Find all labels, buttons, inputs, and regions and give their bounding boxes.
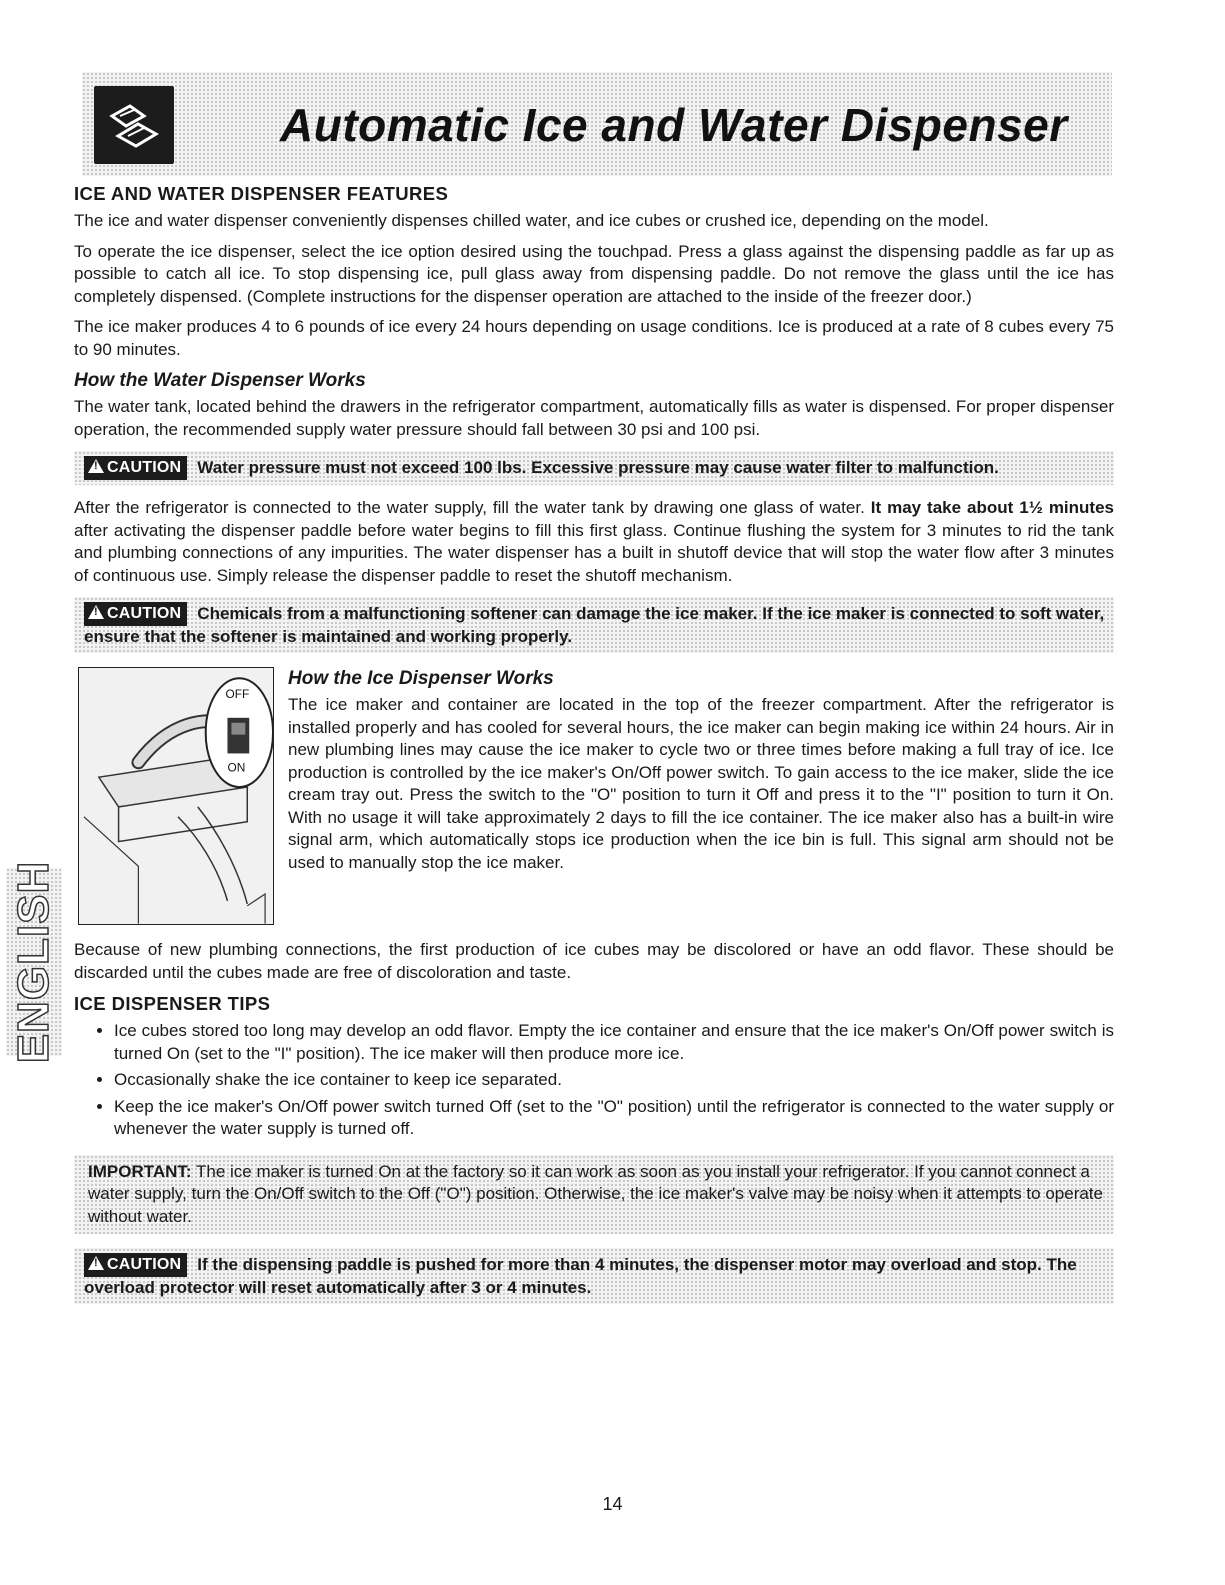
warning-triangle-icon	[88, 459, 104, 473]
caution-box-water-pressure	[74, 451, 1114, 485]
section-heading-features: ICE AND WATER DISPENSER FEATURES	[74, 183, 449, 204]
caution-badge	[84, 456, 187, 480]
warning-triangle-icon	[88, 1256, 104, 1270]
water-dispenser-heading: How the Water Dispenser Works	[74, 370, 366, 391]
ice-paragraph-2: Because of new plumbing connections, the first production of ice cubes may be discolored or have an odd flavor. These should be discarded until the cubes made are free of discoloration and taste.	[74, 940, 1114, 982]
water-paragraph-2	[74, 497, 1114, 587]
features-paragraph-2: To operate the ice dispenser, select the ice option desired using the touchpad. Press a glass against the dispensing paddle as far up as possible to catch all ice. To stop dispensing ice, pull glass away from dispensing paddle. Do not remove the glass until the ice has completely dispensed. (Complete instructions for the dispenser operation are attached to the inside of the freezer door.)	[74, 241, 1114, 306]
important-text: The ice maker is turned On at the factory so it can work as soon as you install your refrigerator. If you cannot connect a water supply, turn the On/Off switch to the Off ("O") position. Otherwise, the ice maker's valve may be noisy when it attempts to operate without water.	[88, 1161, 1103, 1226]
important-note	[74, 1155, 1114, 1235]
water-paragraph-1: The water tank, located behind the drawers in the refrigerator compartment, automatically fills as water is dispensed. For proper dispenser operation, the recommended supply water pressure should fall between 30 psi and 100 psi.	[74, 397, 1114, 439]
section-heading-tips: ICE DISPENSER TIPS	[74, 993, 271, 1014]
water-p2-start: After the refrigerator is connected to the water supply, fill the water tank by drawing one glass of water.	[74, 498, 871, 517]
list-item: • Ice cubes stored too long may develop an odd flavor. Empty the ice container and ensure that the ice maker's On/Off power switch is turned On (set to the "I" position). The ice maker will then produce more ice.	[114, 1020, 1114, 1065]
caution-label: CAUTION	[107, 1256, 182, 1273]
switch-on-label: ON	[227, 760, 246, 775]
ice-cubes-icon	[94, 86, 174, 164]
caution-text-water-pressure: Water pressure must not exceed 100 lbs. Excessive pressure may cause water filter to malfunction.	[197, 458, 999, 477]
caution-box-motor-overload	[74, 1248, 1114, 1304]
water-p2-end: after activating the dispenser paddle before water begins to fill this first glass. Continue flushing the system for 3 minutes to rid the tank and plumbing connections of any impurities. The water dispenser has a built in shutoff device that will stop the water flow after 3 minutes of continuous use. Simply release the dispenser paddle to reset the shutoff mechanism.	[74, 520, 1114, 585]
important-label: IMPORTANT:	[88, 1161, 192, 1181]
caution-label: CAUTION	[107, 605, 182, 622]
tips-list	[74, 1020, 1114, 1141]
ice-dispenser-section	[74, 665, 1114, 935]
water-p2-bold: It may take about 1½ minutes	[870, 498, 1114, 517]
language-side-tab	[6, 860, 62, 1064]
caution-label: CAUTION	[107, 459, 182, 476]
page-number: 14	[602, 1494, 623, 1514]
warning-triangle-icon	[88, 605, 104, 619]
language-tab-label: ENGLISH	[9, 860, 58, 1064]
caution-text-motor-overload: If the dispensing paddle is pushed for more than 4 minutes, the dispenser motor may overload and stop. The overload protector will reset automatically after 3 or 4 minutes.	[84, 1255, 1077, 1297]
features-paragraph-1: The ice and water dispenser conveniently dispenses chilled water, and ice cubes or crushed ice, depending on the model.	[74, 211, 989, 230]
caution-badge	[84, 1253, 187, 1277]
ice-paragraph-1: The ice maker and container are located in the top of the freezer compartment. After the refrigerator is installed properly and has cooled for several hours, the ice maker can begin making ice within 24 hours. Air in new plumbing lines may cause the ice maker to cycle two or three times before making a full tray of ice. Ice production is controlled by the ice maker's On/Off power switch. To gain access to the ice maker, slide the ice cream tray out. Press the switch to the "O" position to turn it Off and press it to the "I" position to turn it On. With no usage it will take approximately 2 days to fill the ice container. The ice maker also has a built-in wire signal arm, which automatically stops ice production when the ice bin is full. This signal arm should not be used to manually stop the ice maker.	[288, 695, 1114, 872]
switch-off-label: OFF	[225, 687, 250, 702]
list-item: • Occasionally shake the ice container to keep ice separated.	[114, 1069, 1114, 1092]
caution-text-softener: Chemicals from a malfunctioning softener can damage the ice maker. If the ice maker is connected to soft water, ensure that the softener is maintained and working properly.	[84, 604, 1105, 646]
ice-dispenser-text	[288, 665, 1114, 874]
main-content	[74, 182, 1114, 1316]
ice-dispenser-heading: How the Ice Dispenser Works	[288, 668, 554, 689]
caution-box-softener	[74, 597, 1114, 653]
ice-maker-switch-illustration	[78, 667, 274, 925]
page-title: Automatic Ice and Water Dispenser	[280, 99, 1068, 151]
page-header	[82, 72, 1112, 176]
caution-badge	[84, 602, 187, 626]
list-item: • Keep the ice maker's On/Off power switch turned Off (set to the "O" position) until the refrigerator is connected to the water supply or whenever the water supply is turned off.	[114, 1096, 1114, 1141]
features-paragraph-3: The ice maker produces 4 to 6 pounds of ice every 24 hours depending on usage conditions. Ice is produced at a rate of 8 cubes every 75 to 90 minutes.	[74, 317, 1114, 359]
